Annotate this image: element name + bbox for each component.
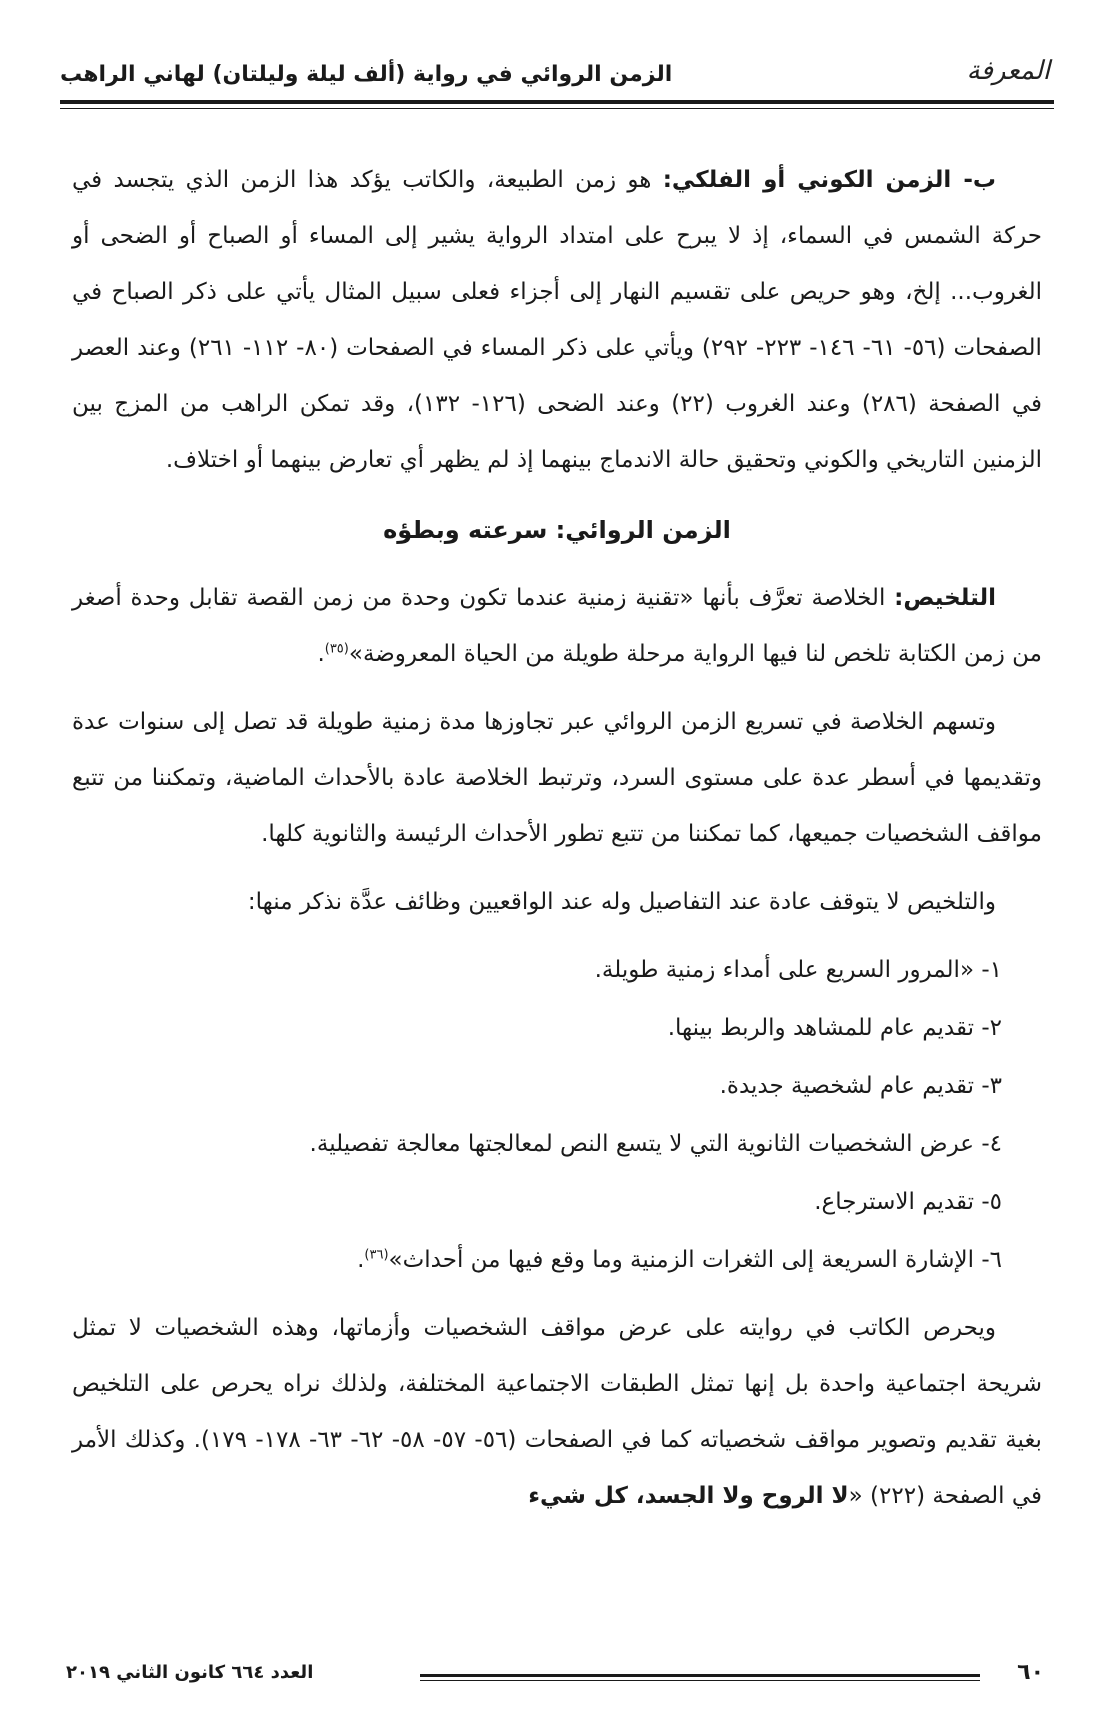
list-item: ٤- عرض الشخصيات الثانوية التي لا يتسع النص لمعالجتها معالجة تفصيلية. — [309, 1131, 1002, 1157]
list-item-end: . — [357, 1247, 365, 1273]
paragraph-summary-acceleration: وتسهم الخلاصة في تسريع الزمن الروائي عبر تجاوزها مدة زمنية طويلة قد تصل إلى سنوات عدة وتقديمها في أسطر عدة على مستوى السرد، وترتبط الخلاصة عادة بالأحداث الماضية، وتمكننا من تتبع مواقف الشخصيات جميعها، كما تمكننا من تتبع تطور الأحداث الرئيسة والثانوية كلها. — [72, 709, 1042, 847]
journal-logo: المعرفة — [966, 56, 1050, 86]
header-rule-thick — [60, 100, 1054, 104]
list-item: ٥- تقديم الاسترجاع. — [814, 1189, 1002, 1215]
list-item: ٣- تقديم عام لشخصية جديدة. — [719, 1073, 1002, 1099]
footnote-ref: (٣٦) — [364, 1247, 389, 1263]
paragraph-lead: التلخيص: — [894, 585, 996, 611]
paragraph-end: . — [317, 641, 325, 667]
paragraph-text: هو زمن الطبيعة، والكاتب يؤكد هذا الزمن الذي يتجسد في حركة الشمس في السماء، إذ لا يبرح على امتداد الرواية يشير إلى المساء أو الصباح أو الضحى أو الغروب... إلخ، وهو حريص على تقسيم النهار إلى أجزاء فعلى سبيل المثال يأتي على ذكر الصباح في الصفحات (٥٦- ٦١- ١٤٦- ٢٢٣- ٢٩٢) ويأتي على ذكر المساء في الصفحات (٨٠- ١١٢- ٢٦١) وعند العصر في الصفحة (٢٨٦) وعند الغروب (٢٢) وعند الضحى (١٢٦- ١٣٢)، وقد تمكن الراهب من المزج بين الزمنين التاريخي والكوني وتحقيق حالة الاندماج بينهما إذ لم يظهر أي تعارض بينهما أو اختلاف. — [72, 167, 1042, 473]
running-title: الزمن الروائي في رواية (ألف ليلة وليلتان) لهاني الراهب — [60, 62, 673, 87]
body-text — [72, 152, 1042, 1536]
list-item-last — [72, 1232, 1042, 1288]
issue-info: العدد ٦٦٤ كانون الثاني ٢٠١٩ — [66, 1662, 314, 1683]
paragraph-characters — [72, 1300, 1042, 1524]
paragraph-summary-functions: والتلخيص لا يتوقف عادة عند التفاصيل وله عند الواقعيين وظائف عدَّة نذكر منها: — [247, 889, 996, 915]
footer-rule-thick — [420, 1674, 980, 1677]
paragraph-bold-quote: لا الروح ولا الجسد، كل شيء — [528, 1483, 849, 1509]
list-item: ٢- تقديم عام للمشاهد والربط بينها. — [667, 1015, 1002, 1041]
footnote-ref: (٣٥) — [324, 641, 349, 657]
paragraph-lead: ب- الزمن الكوني أو الفلكي: — [662, 167, 996, 193]
header-rule-thin — [60, 108, 1054, 109]
page-number: ٦٠ — [1017, 1660, 1044, 1685]
paragraph-summary-definition — [72, 570, 1042, 682]
list-item: ١- «المرور السريع على أمداء زمنية طويلة. — [594, 957, 1002, 983]
paragraph-cosmic-time — [72, 152, 1042, 488]
footer-rule-thin — [420, 1680, 980, 1681]
page-footer — [60, 1660, 1054, 1690]
list-item-text: ٦- الإشارة السريعة إلى الثغرات الزمنية وما وقع فيها من أحداث» — [388, 1247, 1002, 1273]
paragraph-text: الخلاصة تعرَّف بأنها «تقنية زمنية عندما تكون وحدة من زمن القصة تقابل وحدة أصغر من زمن الكتابة تلخص لنا فيها الرواية مرحلة طويلة من الحياة المعروضة» — [72, 585, 1042, 667]
paragraph-text: ويحرص الكاتب في روايته على عرض مواقف الشخصيات وأزماتها، وهذه الشخصيات لا تمثل شريحة اجتماعية واحدة بل إنها تمثل الطبقات الاجتماعية المختلفة، ولذلك نراه يحرص على التلخيص بغية تقديم وتصوير مواقف شخصياته كما في الصفحات (٥٦- ٥٧- ٥٨- ٦٢- ٦٣- ١٧٨- ١٧٩). وكذلك الأمر في الصفحة (٢٢٢) « — [72, 1315, 1042, 1509]
section-heading: الزمن الروائي: سرعته وبطؤه — [383, 516, 731, 544]
running-header — [60, 52, 1054, 102]
